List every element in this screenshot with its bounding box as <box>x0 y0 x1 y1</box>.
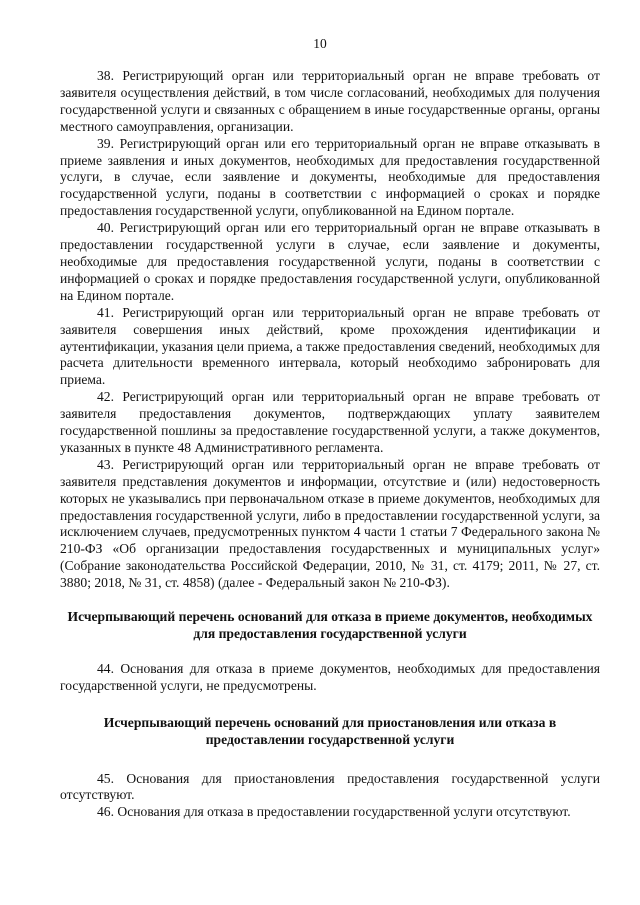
paragraph-46: 46. Основания для отказа в предоставлении государственной услуги отсутствуют. <box>97 804 571 820</box>
page-number: 10 <box>313 36 327 51</box>
paragraph-42: 42. Регистрирующий орган или территориальный орган не вправе требовать от заявителя предоставления документов, подтверждающих уплату заявителем государственной пошлины за предоставление государственной услуги, а также документов, указанных в пункте 48 Административного регламента. <box>60 389 600 455</box>
paragraph-45: 45. Основания для приостановления предоставления государственной услуги отсутствуют. <box>60 770 600 803</box>
paragraph-40: 40. Регистрирующий орган или его территориальный орган не вправе отказывать в предоставлении государственной услуги в случае, если заявление и документы, необходимые для предоставления государственной услуги, поданы в соответствии с информацией о сроках и порядке предоставления государственной услуги, опубликованной на Едином портале. <box>60 220 600 303</box>
paragraph-44: 44. Основания для отказа в приеме документов, необходимых для предоставления государственной услуги, не предусмотрены. <box>60 660 600 693</box>
paragraph-41: 41. Регистрирующий орган или территориальный орган не вправе требовать от заявителя совершения иных действий, кроме прохождения идентификации и аутентификации, указания цели приема, а также предоставления сведений, необходимых для расчета длительности временного интервала, который необходимо забронировать для приема. <box>60 304 600 388</box>
spacer <box>60 643 600 661</box>
paragraph-38: 38. Регистрирующий орган или территориальный орган не вправе требовать от заявителя осуществления действий, в том числе согласований, необходимых для получения государственной услуги и связанных с обращением в иные государственные органы, органы местного самоуправления, организации. <box>60 68 600 134</box>
section-heading-refusal-acceptance: Исчерпывающий перечень оснований для отказа в приеме документов, необходимых для предоставления государственной услуги <box>67 609 593 641</box>
spacer <box>60 695 600 715</box>
paragraph-39: 39. Регистрирующий орган или его территориальный орган не вправе отказывать в приеме заявления и иных документов, необходимых для предоставления государственной услуги, в случае, если заявление и документы, необходимые для предоставления государственной услуги, поданы в соответствии с информацией о сроках и порядке предоставления государственной услуги, опубликованной на Едином портале. <box>60 135 600 219</box>
document-body <box>60 68 600 821</box>
spacer <box>60 749 600 771</box>
section-heading-suspension-refusal: Исчерпывающий перечень оснований для приостановления или отказа в предоставлении государственной услуги <box>103 714 557 747</box>
spacer <box>60 592 600 609</box>
paragraph-43: 43. Регистрирующий орган или территориальный орган не вправе требовать от заявителя представления документов и информации, отсутствие и (или) недостоверность которых не указывались при первоначальном отказе в приеме документов, необходимых для предоставления государственной услуги, либо в предоставлении государственной услуги, за исключением случаев, предусмотренных пунктом 4 части 1 статьи 7 Федерального закона № 210-ФЗ «Об организации предоставления государственных и муниципальных услуг» (Собрание законодательства Российской Федерации, 2010, № 31, ст. 4179; 2011, № 27, ст. 3880; 2018, № 31, ст. 4858) (далее - Федеральный закон № 210-ФЗ). <box>60 456 600 591</box>
